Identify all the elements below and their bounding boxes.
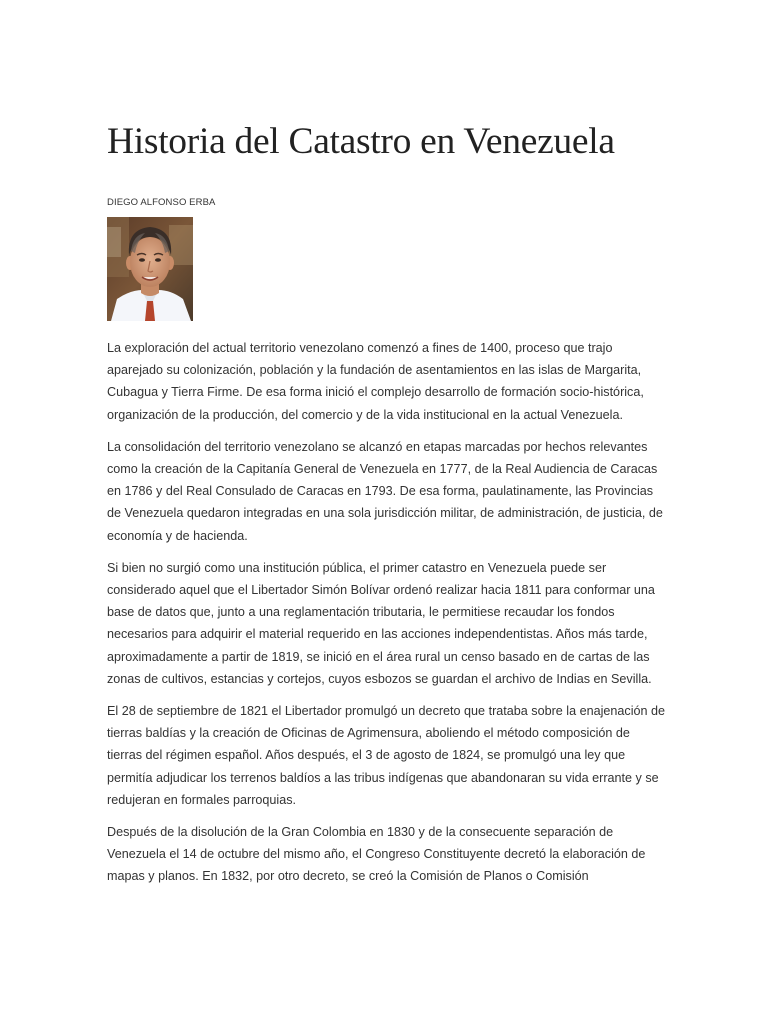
article-title: Historia del Catastro en Venezuela: [107, 121, 615, 162]
paragraph: Después de la disolución de la Gran Colombia en 1830 y de la consecuente separación de Venezuela el 14 de octubre del mismo año, el Congreso Constituyente decretó la elaboración de mapas y planos. En 1832, por otro decreto, se creó la Comisión de Planos o Comisión: [107, 825, 646, 884]
article: [107, 118, 667, 898]
paragraph: La exploración del actual territorio venezolano comenzó a fines de 1400, proceso que trajo aparejado su colonización, población y la fundación de asentamientos en las islas de Margarita, Cubagua y Tierra Firme. De esa forma inició el complejo desarrollo de formación socio-histórica, organización de la producción, del comercio y de la vida institucional en la actual Venezuela.: [107, 341, 644, 422]
paragraph: La consolidación del territorio venezolano se alcanzó en etapas marcadas por hechos relevantes como la creación de la Capitanía General de Venezuela en 1777, de la Real Audiencia de Caracas en 1786 y del Real Consulado de Caracas en 1793. De esa forma, paulatinamente, las Provincias de Venezuela quedaron integradas en una sola jurisdicción militar, de administración, de justicia, de economía y de hacienda.: [107, 439, 663, 543]
article-body: [107, 337, 667, 888]
author-name: DIEGO ALFONSO ERBA: [107, 197, 216, 208]
paragraph: El 28 de septiembre de 1821 el Libertador promulgó un decreto que trataba sobre la enajenación de tierras baldías y la creación de Oficinas de Agrimensura, aboliendo el método composición de tierras del régimen español. Años después, el 3 de agosto de 1824, se promulgó una ley que permitía adjudicar los terrenos baldíos a las tribus indígenas que abandonaran su vida errante y se redujeran en formales parroquias.: [107, 704, 666, 807]
paragraph: Si bien no surgió como una institución pública, el primer catastro en Venezuela puede ser considerado aquel que el Libertador Simón Bolívar ordenó realizar hacia 1811 para conformar una base de datos que, junto a una reglamentación tributaria, le permitiese recaudar los fondos necesarios para adquirir el material requerido en las acciones independentistas. Años más tarde, aproximadamente a partir de 1819, se inició en el área rural un censo basado en de cartas de las zonas de cultivos, estancias y cortejos, cuyos esbozos se guardan el archivo de Indias en Sevilla.: [107, 560, 655, 686]
author-photo: [107, 217, 193, 321]
